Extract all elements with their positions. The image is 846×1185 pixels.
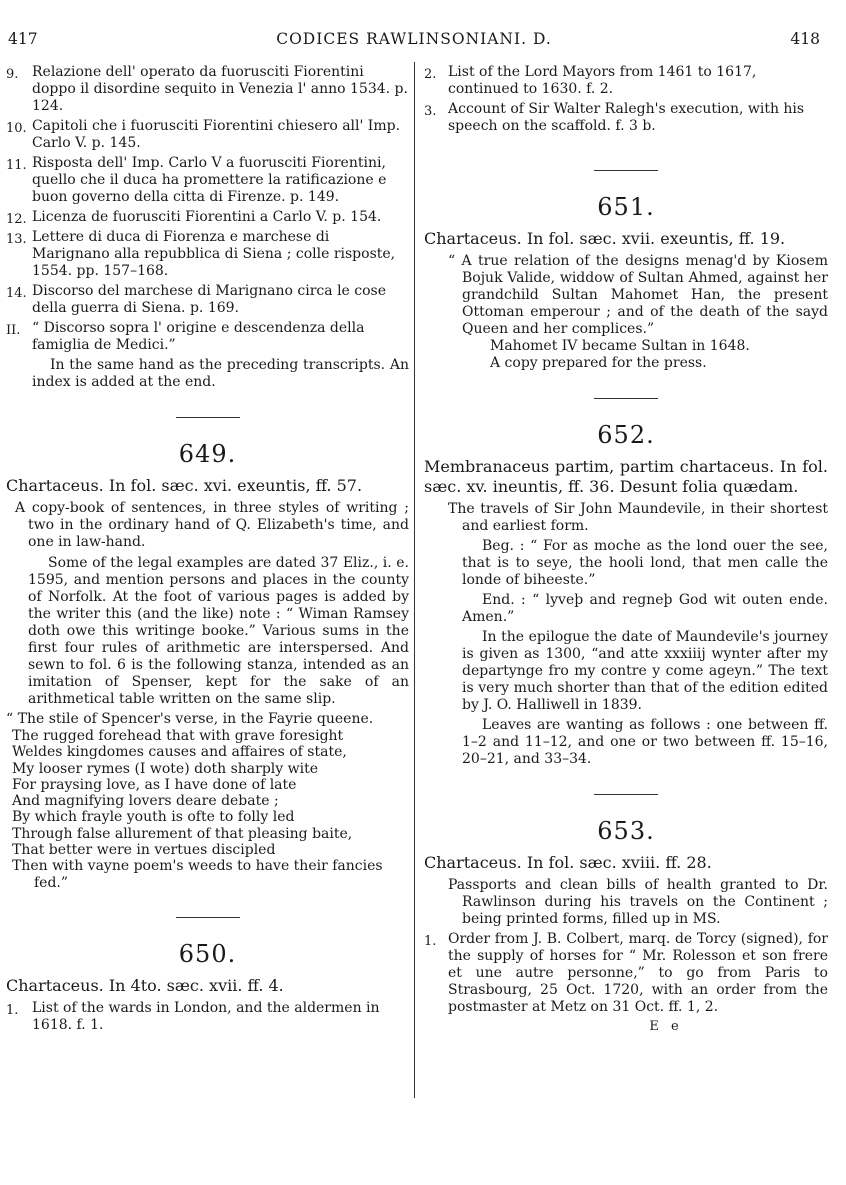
list-item: 1. Order from J. B. Colbert, marq. de Torcy (signed), for the supply of horses for “ Mr. Rolesson et son frere et une autre personne,” to go from Paris to Strasbourg, 25 Oct. 1720, with an order from the postmaster at Metz on 31 Oct. ff. 1, 2. bbox=[424, 931, 828, 1015]
poem-title: “ The stile of Spencer's verse, in the Fayrie queene. bbox=[6, 711, 374, 727]
poem-line: For praysing love, as I have done of late bbox=[12, 776, 297, 793]
section-quote: “ A true relation of the designs menag'd by Kiosem Bojuk Valide, widdow of Sultan Ahmed, against her grandchild Sultan Mahomet Han, the present Ottoman emperour ; and of the death of the sayd Queen and her complices.” bbox=[448, 253, 828, 337]
list-item: 3. Account of Sir Walter Ralegh's execution, with his speech on the scaffold. f. 3 b. bbox=[424, 101, 805, 134]
section-paragraph: In the epilogue the date of Maundevile's journey is given as 1300, “and atte xxxiiij wynter after my departynge fro my contre y come ageyn.” The text is very much shorter than that of the edition edited by J. O. Halliwell in 1839. bbox=[462, 629, 828, 713]
section-intro: The travels of Sir John Maundevile, in their shortest and earliest form. bbox=[448, 501, 828, 534]
poem-line: Through false allurement of that pleasing baite, bbox=[12, 825, 353, 842]
section-description: Membranaceus partim, partim chartaceus. In fol. sæc. xv. ineuntis, ff. 36. Desunt folia quædam. bbox=[424, 457, 828, 496]
note-paragraph: In the same hand as the preceding transcripts. An index is added at the end. bbox=[32, 357, 409, 390]
section-description: Chartaceus. In fol. sæc. xvi. exeuntis, ff. 57. bbox=[6, 476, 363, 495]
section-note: Mahomet IV became Sultan in 1648. bbox=[490, 338, 750, 354]
right-column bbox=[424, 64, 828, 1034]
section-number: 653. bbox=[597, 817, 655, 845]
section-paragraph: Leaves are wanting as follows : one between ff. 1–2 and 11–12, and one or two between ff. 15–16, 20–21, and 33–34. bbox=[462, 717, 828, 767]
poem-line: Then with vayne poem's weeds to have their fancies bbox=[12, 858, 383, 875]
section-description: Chartaceus. In fol. sæc. xviii. ff. 28. bbox=[424, 853, 712, 872]
section-description: Chartaceus. In 4to. sæc. xvii. ff. 4. bbox=[6, 975, 284, 995]
running-header bbox=[8, 30, 820, 52]
list-item: 13. Lettere di duca di Fiorenza e marchese di Marignano alla repubblica di Siena ; colle risposte, 1554. pp. 157–168. bbox=[6, 229, 396, 279]
poem-line: My looser rymes (I wote) doth sharply wite bbox=[12, 760, 319, 777]
left-column bbox=[6, 64, 409, 1037]
list-item: 2. List of the Lord Mayors from 1461 to 1617, continued to 1630. f. 2. bbox=[424, 64, 757, 97]
list-item: II. “ Discorso sopra l' origine e descendenza della famiglia de Medici.” bbox=[6, 320, 365, 353]
running-title: CODICES RAWLINSONIANI. D. bbox=[276, 30, 552, 48]
poem-line: And magnifying lovers deare debate ; bbox=[12, 793, 279, 810]
section-note: A copy prepared for the press. bbox=[490, 355, 707, 371]
list-item: 14. Discorso del marchese di Marignano circa le cose della guerra di Siena. p. 169. bbox=[6, 283, 387, 316]
poem-line: The rugged forehead that with grave foresight bbox=[12, 728, 344, 744]
section-number: 651. bbox=[597, 193, 655, 221]
list-item: 11. Risposta dell' Imp. Carlo V a fuorusciti Fiorentini, quello che il duca ha promettere la ratificazione e buon governo della citta di Firenze. p. 149. bbox=[6, 155, 387, 205]
ending-quote: End. : “ lyveþ and regneþ God wit outen ende. Amen.” bbox=[462, 592, 828, 625]
poem-line: Weldes kingdomes causes and affaires of state, bbox=[12, 744, 347, 761]
poem-line: By which frayle youth is ofte to folly led bbox=[12, 809, 295, 826]
right-page-number: 418 bbox=[790, 30, 820, 48]
list-item: 1. List of the wards in London, and the aldermen in 1618. f. 1. bbox=[6, 999, 380, 1033]
column-divider bbox=[414, 62, 415, 1098]
section-intro: A copy-book of sentences, in three styles of writing ; two in the ordinary hand of Q. Elizabeth's time, and one in law-hand. bbox=[15, 500, 409, 550]
list-item: 12. Licenza de fuorusciti Fiorentini a Carlo V. p. 154. bbox=[6, 209, 382, 227]
poem-line: fed.” bbox=[34, 874, 69, 891]
list-item: 10. Capitoli che i fuorusciti Fiorentini chiesero all' Imp. Carlo V. p. 145. bbox=[6, 118, 401, 151]
section-description: Chartaceus. In fol. sæc. xvii. exeuntis, ff. 19. bbox=[424, 229, 786, 248]
poem bbox=[6, 728, 409, 891]
section-intro: Passports and clean bills of health granted to Dr. Rawlinson during his travels on the Continent ; being printed forms, filled up in MS. bbox=[448, 877, 828, 927]
section-number: 652. bbox=[597, 421, 655, 449]
list-item: 9. Relazione dell' operato da fuorusciti Fiorentini doppo il disordine sequito in Venezia l' anno 1534. p. 124. bbox=[6, 64, 408, 114]
section-number: 650. bbox=[178, 939, 237, 968]
section-paragraph: Some of the legal examples are dated 37 Eliz., i. e. 1595, and mention persons and places in the county of Norfolk. At the foot of various pages is added by the writer this (and the like) note : “ Wiman Ramsey doth owe this writinge booke.” Various sums in the first four rules of arithmetic are interspersed. And sewn to fol. 6 is the following stanza, intended as an imitation of Spenser, kept for the sake of an arithmetical table written on the same slip. bbox=[28, 555, 409, 707]
left-page-number: 417 bbox=[8, 30, 38, 48]
poem-line: That better were in vertues discipled bbox=[12, 842, 276, 859]
signature-mark: E e bbox=[649, 1019, 683, 1034]
beginning-quote: Beg. : “ For as moche as the lond ouer the see, that is to seye, the hooli lond, that men calle the londe of biheeste.” bbox=[462, 538, 828, 588]
section-number: 649. bbox=[178, 440, 237, 468]
